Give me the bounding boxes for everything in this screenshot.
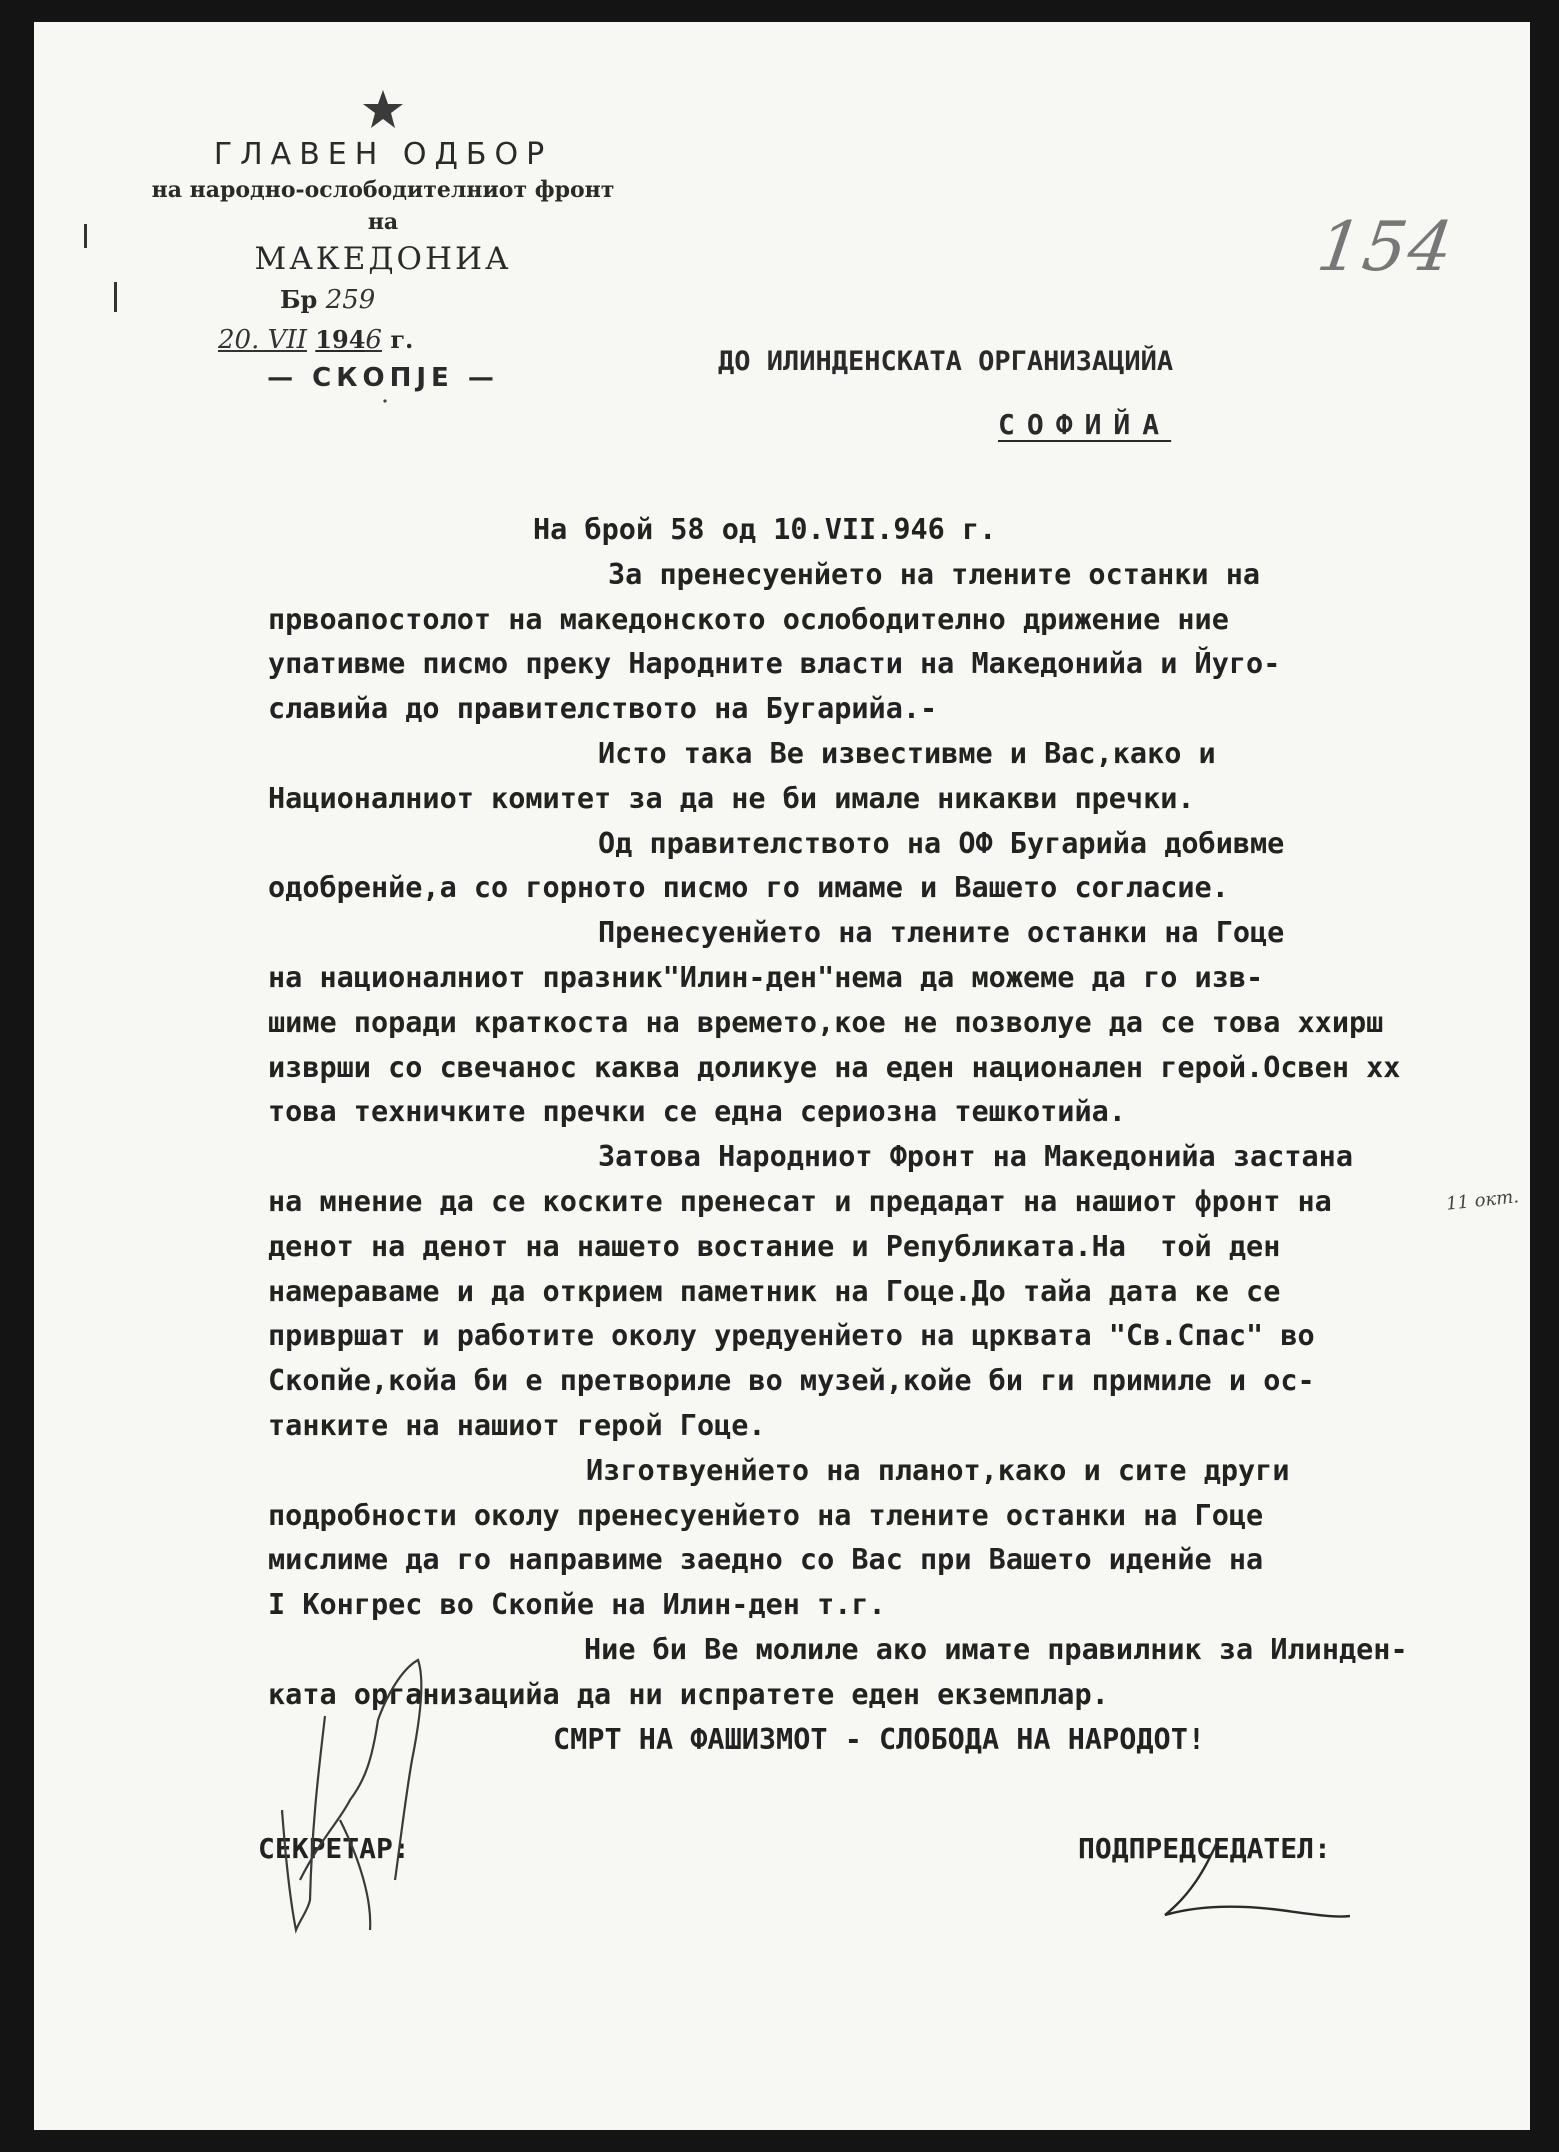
registry-number-label: Бр (280, 285, 318, 314)
registry-date-year-prefix: 194 (315, 325, 366, 354)
body-line: на мнение да се коските пренесат и предадат на нашиот фронт на (268, 1184, 1332, 1218)
letterhead-title: ГЛАВЕН ОДБОР (213, 137, 553, 172)
folio-number: 154 (1312, 208, 1460, 287)
addressee: ДО ИЛИНДЕНСКАТА ОРГАНИЗАЦИЙА (718, 346, 1174, 377)
body-line: Од правителството на ОФ Бугарийа добивме (598, 826, 1285, 860)
body-line: Скопйе,койа би е претвориле во музей,койе би ги примиле и ос- (268, 1364, 1315, 1398)
body-line: На брой 58 од 10.VII.946 г. (533, 513, 997, 546)
body-line: шиме поради краткоста на времето,кое не позволуе да се това ххирш (268, 1005, 1384, 1039)
secretary-signature (282, 1660, 421, 1930)
body-line: За пренесуенйето на тлените останки на (608, 557, 1261, 591)
body-line: Ние би Ве молиле ако имате правилник за Илинден- (584, 1632, 1408, 1666)
body-line: намераваме и да открием паметник на Гоце.До тайа дата ке се (268, 1274, 1281, 1308)
addressee-city: СОФИЙА (998, 408, 1172, 441)
body-line: првоапостолот на македонското ослободително дрижение ние (268, 602, 1229, 636)
body-line: славийа до правителството на Бугарийа.- (268, 692, 938, 726)
letterhead-city: — СКОПЈЕ — (267, 363, 499, 393)
body-line: ката организацийа да ни испратете еден екземплар. (268, 1677, 1109, 1711)
body-line: подробности околу пренесуенйето на тлените останки на Гоце (268, 1498, 1264, 1532)
body-line: мислиме да го направиме заедно со Вас при Вашето иденйе на (268, 1543, 1264, 1577)
body-line: привршат и работите околу уредуенйето на црквата "Св.Спас" во (268, 1319, 1315, 1353)
body-line: това техничките пречки се една сериозна тешкотийа. (268, 1095, 1126, 1129)
letterhead-subtitle: на народно-ослободителниот фронт на (151, 177, 615, 235)
body-line: упативме писмо преку Народните власти на Македонийа и Йуго- (268, 647, 1281, 681)
body-line: танките на нашиот герой Гоце. (268, 1408, 766, 1442)
body-line: Изготвуенйето на планот,како и сите други (586, 1453, 1290, 1487)
vice-president-signature (1165, 1840, 1350, 1917)
body-line: изврши со свечанос каква доликуе на еден национален герой.Освен хх (268, 1050, 1401, 1084)
body-line: одобренйе,а со горното писмо го имаме и Вашето согласие. (268, 871, 1229, 905)
margin-note: 11 окт. (1445, 1186, 1520, 1215)
registry-number-value: 259 (325, 285, 376, 315)
registry-date-suffix: г. (390, 325, 414, 354)
registry-date-year-suffix: 6 (365, 325, 382, 355)
body-line: I Конгрес во Скопйе на Илин-ден т.г. (268, 1588, 886, 1622)
body-line: Националниот комитет за да не би имале никакви пречки. (268, 781, 1195, 815)
body-line: Затова Народниот Фронт на Македонийа застана (598, 1140, 1353, 1174)
hole-dot (384, 400, 386, 402)
body-line: Исто така Ве известивме и Вас,како и (598, 736, 1216, 770)
body-line: денот на денот на нашето востание и Републиката.На той ден (268, 1229, 1281, 1263)
vice-president-label: ПОДПРЕДСЕДАТЕЛ: (1078, 1832, 1331, 1865)
registry-date-day-month: 20. VII (218, 325, 307, 355)
body-line: на националниот празник"Илин-ден"нема да можеме да го изв- (268, 960, 1264, 994)
body-line: СМРТ НА ФАШИЗМОТ - СЛОБОДА НА НАРОДОТ! (553, 1722, 1206, 1756)
body-line: Пренесуенйето на тлените останки на Гоце (598, 916, 1285, 950)
letterhead-region: МАКЕДОНИА (254, 241, 512, 277)
secretary-label: СЕКРЕТАР: (258, 1832, 410, 1865)
